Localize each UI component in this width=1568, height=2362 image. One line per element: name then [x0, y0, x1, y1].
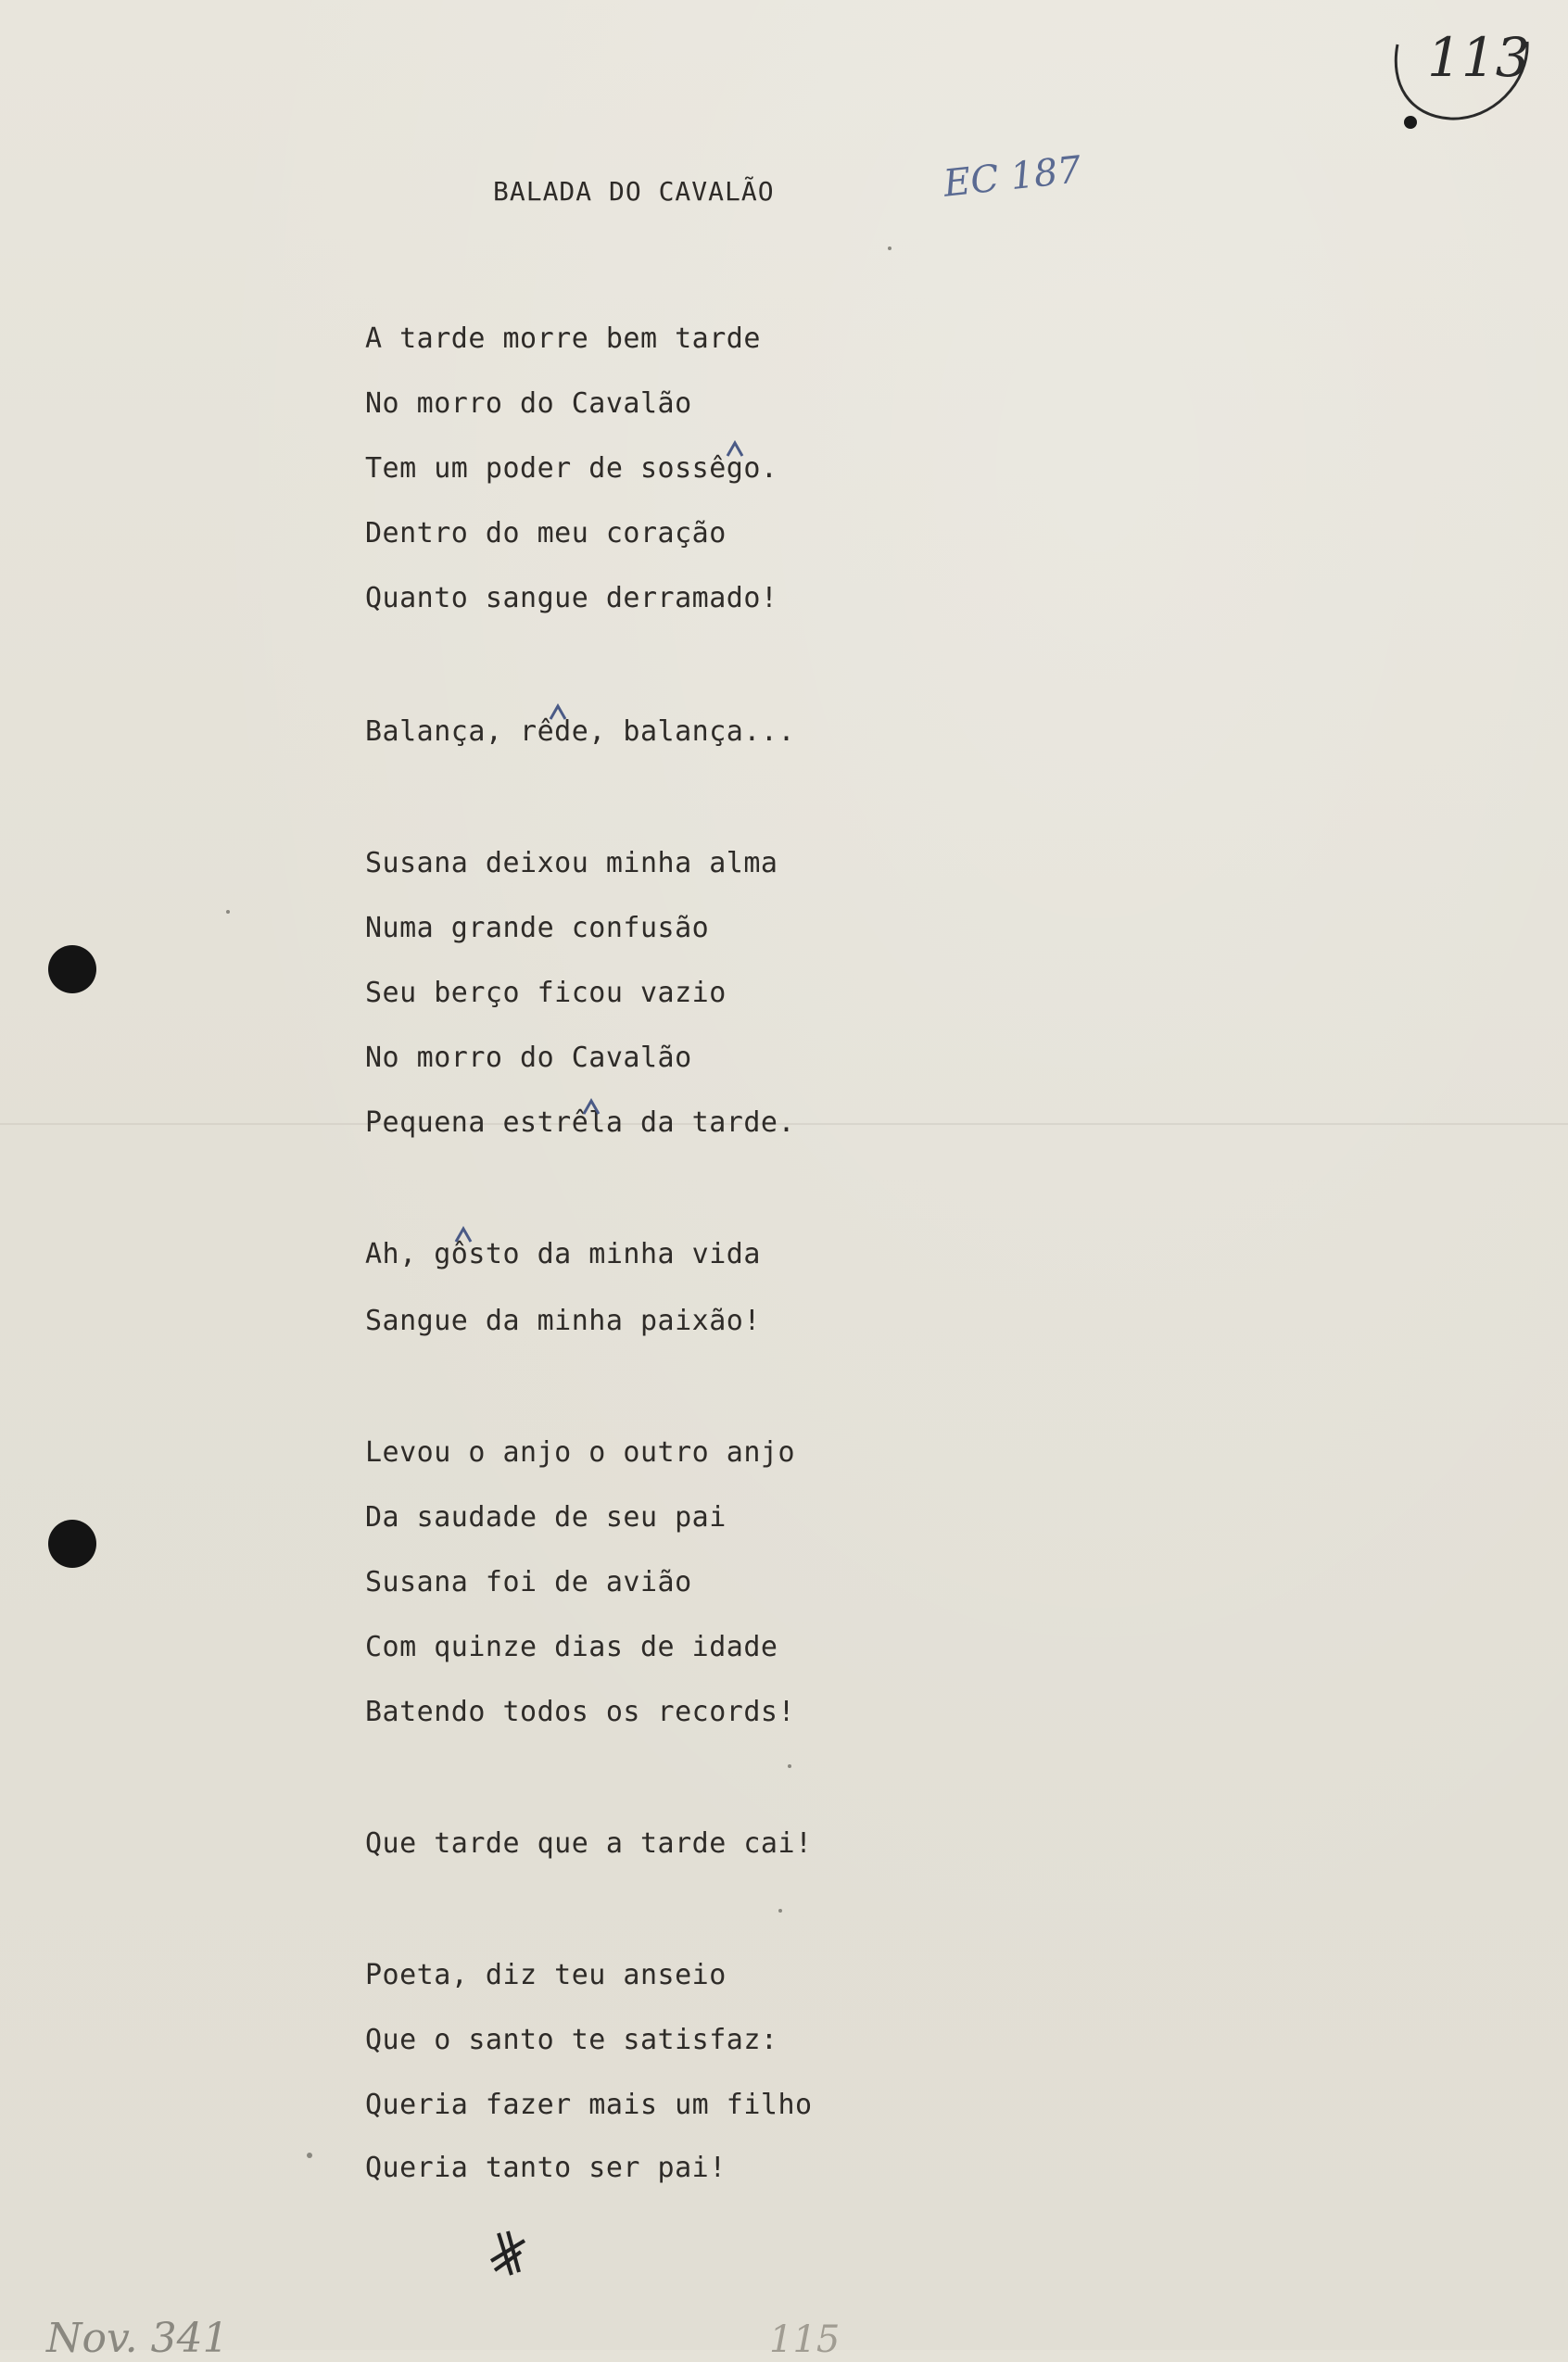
bottom-note-right-annotation: 115 — [769, 2318, 841, 2361]
poem-line: Queria tanto ser pai! — [365, 2152, 727, 2184]
poem-line: Tem um poder de sossêgo. — [365, 452, 778, 485]
poem-line: Seu berço ficou vazio — [365, 977, 727, 1009]
poem-line: Ah, gôsto da minha vida — [365, 1238, 761, 1270]
poem-line: Pequena estrêla da tarde. — [365, 1106, 796, 1139]
poem-line: Quanto sangue derramado! — [365, 582, 778, 614]
accent-caret-mark — [584, 1101, 599, 1114]
accent-caret-mark — [727, 443, 742, 456]
paper-speck — [888, 246, 891, 250]
poem-line: Susana foi de avião — [365, 1566, 692, 1598]
poem-title: BALADA DO CAVALÃO — [493, 176, 775, 207]
bottom-note-annotation: Nov. 341 — [46, 2315, 229, 2362]
archive-code-annotation: EC 187 — [942, 148, 1083, 206]
accent-caret-mark — [550, 706, 565, 719]
paper-speck — [226, 910, 230, 914]
poem-line: Levou o anjo o outro anjo — [365, 1436, 796, 1469]
poem-line: Com quinze dias de idade — [365, 1631, 778, 1663]
accent-caret-mark — [456, 1229, 471, 1242]
poem-line: Balança, rêde, balança... — [365, 715, 796, 748]
paper-speck — [778, 1909, 782, 1913]
poem-line: Poeta, diz teu anseio — [365, 1959, 727, 1991]
poem-line: Batendo todos os records! — [365, 1696, 796, 1728]
poem-line: Dentro do meu coração — [365, 517, 727, 549]
poem-line: Queria fazer mais um filho — [365, 2089, 813, 2121]
folio-number-annotation: 113 — [1427, 26, 1530, 89]
paper-speck — [307, 2153, 312, 2158]
poem-line: A tarde morre bem tarde — [365, 322, 761, 355]
poem-line: No morro do Cavalão — [365, 1042, 692, 1074]
ink-blot-mark — [1404, 116, 1417, 129]
poem-line: Que o santo te satisfaz: — [365, 2024, 778, 2056]
poem-line: Que tarde que a tarde cai! — [365, 1827, 813, 1860]
paper-speck — [788, 1764, 791, 1768]
poem-line: Sangue da minha paixão! — [365, 1305, 761, 1337]
folio-arc-mark — [1396, 42, 1527, 119]
poem-line: Da saudade de seu pai — [365, 1501, 727, 1534]
poem-line: Susana deixou minha alma — [365, 847, 778, 879]
poem-line: Numa grande confusão — [365, 912, 710, 944]
signature-mark — [491, 2231, 525, 2275]
poem-line: No morro do Cavalão — [365, 387, 692, 420]
